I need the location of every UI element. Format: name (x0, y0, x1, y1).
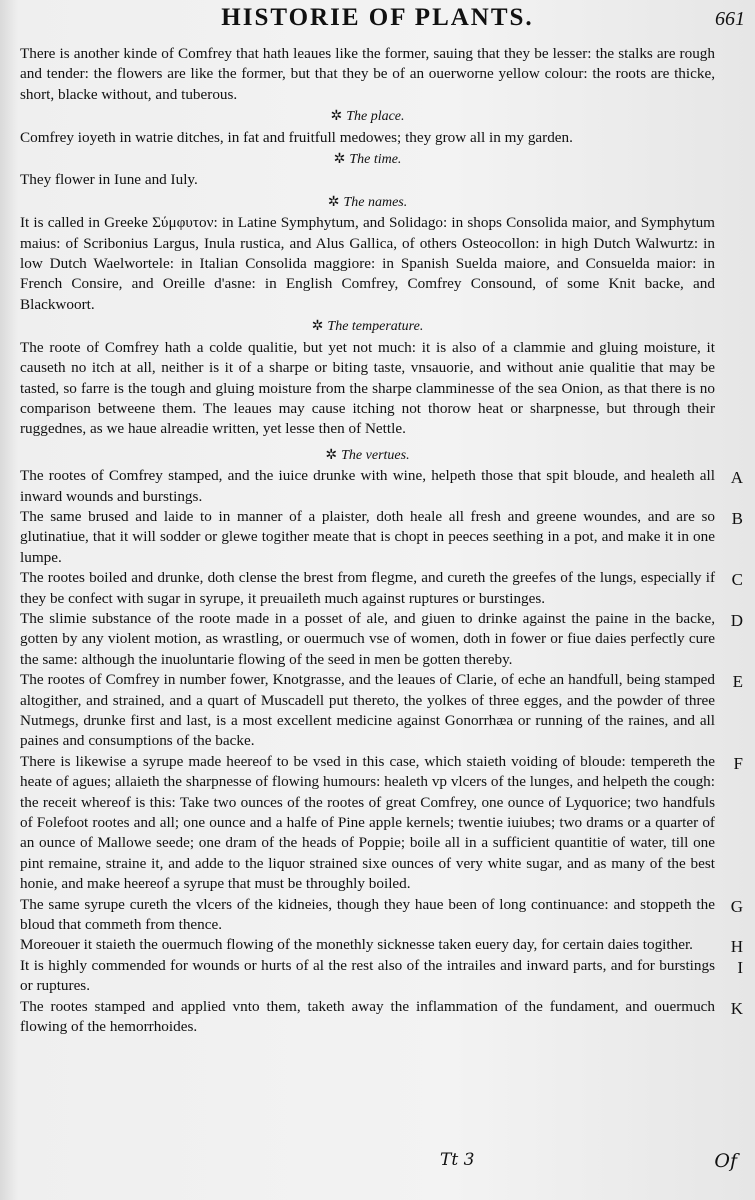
asterism-icon: ✲ (325, 447, 338, 463)
temperature-heading (20, 317, 715, 337)
catchword: Of (714, 1150, 737, 1172)
vertue-paragraph (20, 507, 743, 568)
temperature-paragraph: The roote of Comfrey hath a colde qualitie, but yet not much: it is also of a clammie and gluing moisture, it causeth no itch at all, neither is it of a sharpe or biting taste, vnsauorie, and without anie qualitie that may be tasted, so farre is the tough and gluing moisture from the sharpe clamminesse of the sea Onion, as that there is no comparison betweene them. The leaues may cause itching not thorow heat or sharpnesse, but through their ruggednes, as we haue alreadie written, yet lesse then of Nettle. (20, 338, 715, 438)
vertue-text: There is likewise a syrupe made heereof to be vsed in this case, which staieth voiding of bloude: tempereth the heate of agues; allaieth the sharpnesse of flowing humours: healeth vp vlcers of the lunges, and helpeth the cough: the receit whereof is this: Take two ounces of the rootes of great Comfrey, one ounce of Lyquorice; two handfuls of Folefoot rootes and all; one ounce and a halfe of Pine apple kernels; twentie iuiubes; two drams or a quarter of an ounce of Mallowe seede; one dram of the heads of Poppie; boile all in a sufficient quantitie of water, till one pint remaine, straine it, and adde to the liquor strained sixe ounces of very white sugar, and as many of the best honie, and make heereof a syrupe that must be throughly boiled. (20, 752, 715, 893)
vertue-text: The rootes stamped and applied vnto them, taketh away the inflammation of the fundament, and ouermuch flowing of the hemorrhoides. (20, 997, 715, 1036)
intro-paragraph: There is another kinde of Comfrey that hath leaues like the former, sauing that they be lesser: the stalks are rough and tender: the flowers are like the former, but that they be of an ouerworne yellow colour: the roots are thicke, short, blacke without, and tuberous. (20, 45, 715, 103)
place-heading-label: The place. (346, 109, 405, 125)
temperature-heading-label: The temperature. (327, 319, 424, 335)
page-footer (0, 1150, 755, 1180)
vertue-paragraph (20, 466, 743, 507)
vertue-text: The rootes boiled and drunke, doth clense the brest from flegme, and cureth the greefes of the lungs, especially if they be confect with sugar in syrupe, it preuaileth much against ruptures or burstinges. (20, 569, 715, 607)
names-heading-label: The names. (343, 194, 408, 210)
margin-letter: G (730, 896, 743, 916)
text-body (20, 44, 743, 1038)
vertue-paragraph (20, 935, 743, 957)
margin-letter: H (730, 937, 743, 957)
vertue-text: The same syrupe cureth the vlcers of the kidneies, though they haue been of long continuance: and stoppeth the bloud that commeth from thence. (20, 895, 715, 934)
time-heading-label: The time. (349, 152, 402, 168)
vertue-text: The same brused and laide to in manner of a plaister, doth heale all fresh and greene woundes, and are so glutinatiue, that it will sodder or glewe togither meate that is chopt in peeces seething in a pot, and make it in one lumpe. (20, 507, 715, 566)
vertue-paragraph (20, 956, 743, 997)
margin-letter: B (731, 508, 743, 528)
page-title: HISTORIE OF PLANTS. (221, 4, 534, 31)
asterism-icon: ✲ (333, 152, 346, 168)
vertue-paragraph (20, 997, 743, 1038)
vertues-heading-label: The vertues. (341, 447, 410, 463)
vertues-list (20, 466, 743, 1037)
vertue-paragraph (20, 609, 743, 670)
margin-letter: F (733, 753, 743, 773)
place-heading (20, 107, 715, 127)
asterism-icon: ✲ (327, 194, 340, 210)
vertue-text: It is highly commended for wounds or hurts of al the rest also of the intrailes and inward parts, and for burstings or ruptures. (20, 956, 715, 995)
asterism-icon: ✲ (311, 319, 324, 335)
margin-letter: E (732, 672, 743, 692)
time-heading (20, 150, 715, 170)
vertue-paragraph (20, 895, 743, 936)
place-paragraph: Comfrey ioyeth in watrie ditches, in fat and fruitfull medowes; they grow all in my garden. (20, 128, 573, 146)
vertue-text: The rootes of Comfrey in number fower, Knotgrasse, and the leaues of Clarie, of eche an handfull, being stamped altogither, and strained, and a quart of Muscadell put thereto, the yolkes of three egges, and the powder of three Nutmegs, drunke first and last, is a most excellent medicine against Gonorrhæa or running of the raines, and all paines and consumptions of the backe. (20, 671, 715, 750)
vertue-text: The slimie substance of the roote made in a posset of ale, and giuen to drinke against the paine in the backe, gotten by any violent motion, as wrastling, or ouermuch vse of women, doth in fower or fiue daies perfectly cure the same: although the inuoluntarie flowing of the seed in men be gotten thereby. (20, 609, 715, 668)
vertue-paragraph (20, 670, 743, 752)
vertue-text: The rootes of Comfrey stamped, and the iuice drunke with wine, helpeth those that spit bloude, and healeth all inward wounds and burstings. (20, 467, 715, 505)
vertue-paragraph (20, 752, 743, 895)
vertue-text: Moreouer it staieth the ouermuch flowing of the monethly sicknesse taken euery day, for certain daies togither. (20, 936, 693, 954)
asterism-icon: ✲ (330, 109, 343, 125)
margin-letter: C (731, 570, 743, 590)
margin-letter: A (730, 468, 743, 488)
margin-letter: I (737, 957, 743, 977)
signature-mark: Tt 3 (440, 1150, 475, 1170)
time-paragraph: They flower in Iune and Iuly. (20, 171, 198, 189)
names-paragraph: It is called in Greeke Σύμφυτον: in Latine Symphytum, and Solidago: in shops Consolida maior, and Symphytum maius: of Scribonius Largus, Inula rustica, and Alus Gallica, of others Osteocollon: in high Dutch Walwurtz: in low Dutch Waelwortele: in Italian Consolida maggiore: in Spanish Suelda maiore, and Consuelda maior: in French Consire, and Oreille d'asne: in English Comfrey, Comfrey Consound, of some Knit backe, and Blackwoort. (20, 214, 715, 313)
vertues-heading (20, 446, 715, 466)
running-header (0, 4, 755, 38)
names-heading (20, 193, 715, 213)
vertue-paragraph (20, 568, 743, 609)
margin-letter: D (730, 610, 743, 630)
page-number: 661 (715, 8, 745, 30)
margin-letter: K (730, 998, 743, 1018)
